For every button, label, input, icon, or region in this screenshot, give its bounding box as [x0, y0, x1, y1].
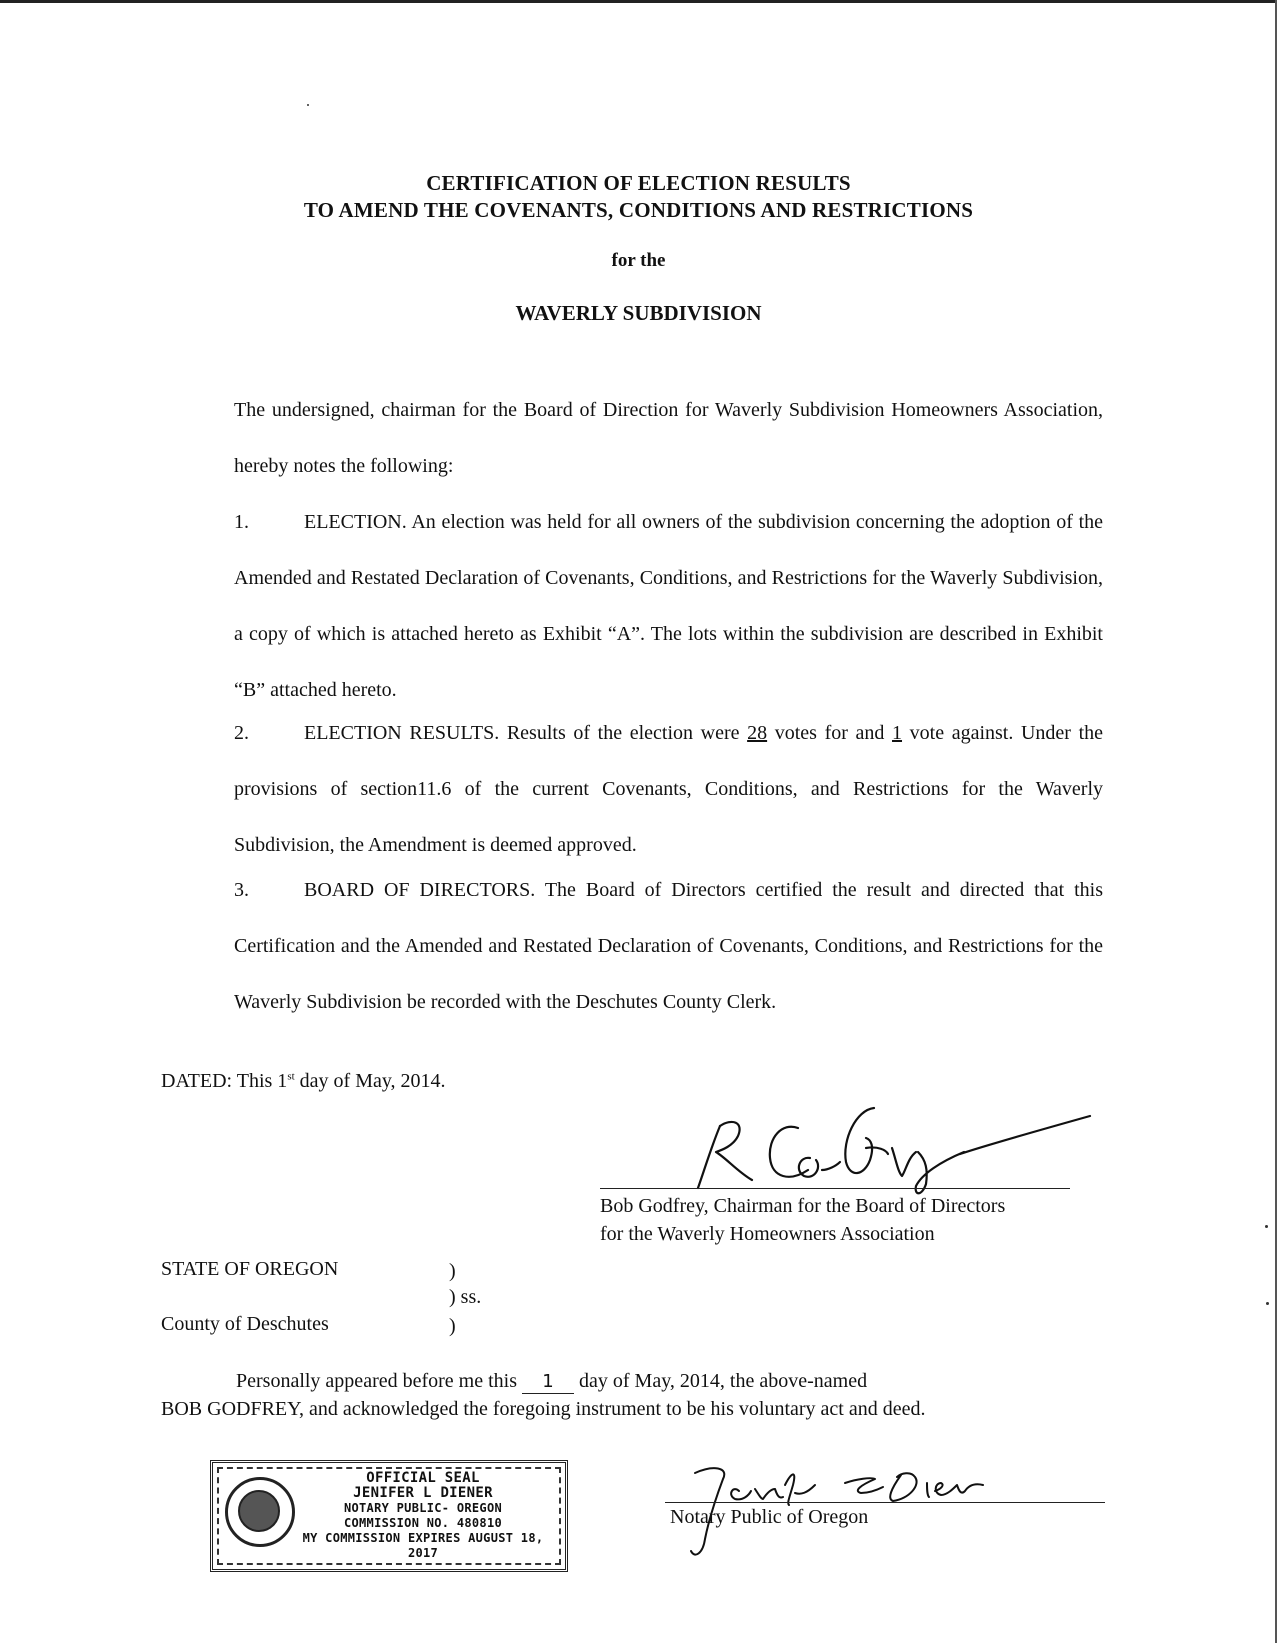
- dated-suffix: day of May, 2014.: [294, 1070, 446, 1092]
- item-3-paragraph: [161, 862, 1103, 1030]
- scan-speck: [1265, 1225, 1268, 1228]
- document-heading: [0, 170, 1277, 326]
- page-top-edge: [0, 0, 1277, 3]
- dated-superscript: st: [287, 1070, 295, 1083]
- votes-for-value: 28: [747, 722, 768, 744]
- intro-text: The undersigned, chairman for the Board of Direction for Waverly Subdivision Homeowners Association, hereby notes the following:: [234, 399, 1103, 477]
- seal-emblem-center: [238, 1490, 280, 1532]
- title-line-2: TO AMEND THE COVENANTS, CONDITIONS AND RESTRICTIONS: [303, 198, 974, 222]
- item-3-text: BOARD OF DIRECTORS. The Board of Directors certified the result and directed that this Certification and the Amended and Restated Declaration of Covenants, Conditions, and Restrictions for the Waverly Subdivision be recorded with the Deschutes County Clerk.: [234, 879, 1103, 1013]
- item-2-paragraph: [161, 705, 1103, 873]
- notary-signature-line: [665, 1502, 1105, 1503]
- item-2-text-middle: votes for and: [767, 722, 893, 744]
- chairman-signature-image: [660, 1100, 1100, 1200]
- seal-line-3: NOTARY PUBLIC- OREGON: [343, 1501, 503, 1515]
- notary-label: Notary Public of Oregon: [670, 1506, 869, 1528]
- item-2-number: 2.: [234, 722, 249, 744]
- seal-line-1: OFFICIAL SEAL: [366, 1470, 480, 1486]
- signatory-line-2: for the Waverly Homeowners Association: [600, 1223, 935, 1245]
- item-2: [161, 705, 1103, 873]
- ack-day-blank: 1: [522, 1371, 574, 1394]
- item-1: [161, 494, 1103, 718]
- item-3: [161, 862, 1103, 1030]
- item-1-paragraph: [161, 494, 1103, 718]
- votes-against-value: 1: [892, 722, 903, 744]
- state-seal-emblem-icon: [225, 1477, 295, 1547]
- for-the-label: for the: [611, 250, 666, 271]
- chairman-name-title: [600, 1192, 1005, 1248]
- venue-ss: ) ss.: [449, 1286, 482, 1308]
- signatory-line-1: Bob Godfrey, Chairman for the Board of Directors: [600, 1195, 1006, 1217]
- ack-after-blank: day of May, 2014, the above-named: [574, 1370, 868, 1392]
- title-line-1: CERTIFICATION OF ELECTION RESULTS: [426, 171, 851, 195]
- scan-speck: [307, 104, 309, 106]
- acknowledgment-line-2: BOB GODFREY, and acknowledged the foregoing instrument to be his voluntary act and deed.: [161, 1398, 926, 1420]
- ack-before-blank: Personally appeared before me this: [236, 1370, 523, 1392]
- item-3-number: 3.: [234, 879, 249, 901]
- item-2-text-before: ELECTION RESULTS. Results of the election were: [304, 722, 748, 744]
- seal-line-2: JENIFER L DIENER: [353, 1485, 493, 1501]
- item-1-text: ELECTION. An election was held for all owners of the subdivision concerning the adoption of the Amended and Restated Declaration of Covenants, Conditions, and Restrictions for the Waverly Subdivision, a copy of which is attached hereto as Exhibit “A”. The lots within the subdivision are described in Exhibit “B” attached hereto.: [234, 511, 1103, 701]
- notary-seal-stamp: [210, 1460, 568, 1572]
- chairman-signature-line: [600, 1188, 1070, 1189]
- intro-paragraph: [161, 382, 1103, 494]
- acknowledgment-line-1: [161, 1367, 1111, 1395]
- subdivision-title: WAVERLY SUBDIVISION: [515, 301, 762, 325]
- item-1-number: 1.: [234, 511, 249, 533]
- venue-county: County of Deschutes: [161, 1313, 329, 1335]
- scan-speck: [1266, 1302, 1269, 1305]
- seal-text: [293, 1471, 553, 1561]
- item-2-text-after: vote against. Under the provisions of section11.6 of the current Covenants, Conditions, and Restrictions for the Waverly Subdivision, the Amendment is deemed approved.: [234, 722, 1104, 856]
- dated-prefix: DATED: This 1: [161, 1070, 288, 1092]
- seal-line-5: MY COMMISSION EXPIRES AUGUST 18, 2017: [302, 1531, 544, 1560]
- notary-signature-block: [665, 1455, 1110, 1575]
- venue-paren-1: ): [449, 1260, 456, 1282]
- seal-line-4: COMMISSION NO. 480810: [343, 1516, 503, 1530]
- dated-line: [161, 1070, 446, 1093]
- acknowledgment-paragraph: [161, 1367, 1111, 1423]
- chairman-signature-block: [600, 1100, 1100, 1260]
- venue-state: STATE OF OREGON: [161, 1258, 339, 1280]
- venue-paren-3: ): [449, 1315, 456, 1337]
